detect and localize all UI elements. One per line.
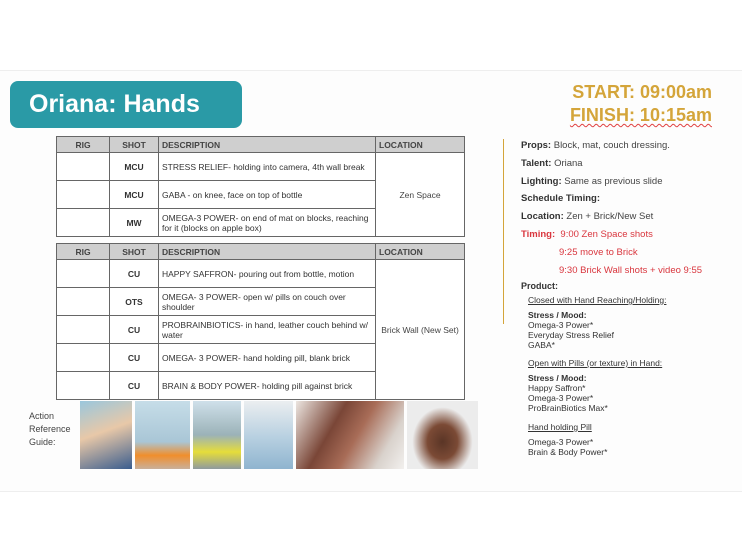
- shot-cell: CU: [110, 260, 159, 288]
- talent-line: Talent: Oriana: [521, 157, 583, 169]
- shot-cell: MCU: [110, 181, 159, 209]
- rig-cell: [57, 181, 110, 209]
- product-subheading: Hand holding Pill: [528, 422, 592, 432]
- shot-cell: MCU: [110, 153, 159, 181]
- table-row: [57, 260, 465, 288]
- reference-guide-label: Action Reference Guide:: [29, 411, 71, 447]
- shot-table-brick: [56, 243, 465, 400]
- product-subheading: Open with Pills (or texture) in Hand:: [528, 358, 663, 368]
- description-cell: STRESS RELIEF- holding into camera, 4th wall break: [159, 153, 376, 181]
- shot-table-zen: [56, 136, 465, 237]
- description-cell: OMEGA-3 POWER- on end of mat on blocks, reaching for it (blocks on apple box): [159, 209, 376, 237]
- description-cell: OMEGA- 3 POWER- hand holding pill, blank brick: [159, 344, 376, 372]
- timing-line: 9:30 Brick Wall shots + video 9:55: [559, 264, 703, 276]
- product-list: [521, 281, 666, 457]
- description-cell: PROBRAINBIOTICS- in hand, leather couch behind w/ water: [159, 316, 376, 344]
- shot-cell: CU: [110, 316, 159, 344]
- reference-photo-hand-water: [244, 401, 293, 469]
- product-group: Stress / Mood: Happy Saffron* Omega-3 Power* ProBrainBiotics Max*: [528, 373, 608, 413]
- timing-line: Timing: 9:00 Zen Space shots: [521, 228, 653, 240]
- shot-cell: OTS: [110, 288, 159, 316]
- timing-line: 9:25 move to Brick: [559, 246, 638, 258]
- header-shot: SHOT: [110, 244, 159, 260]
- gold-divider: [503, 139, 504, 324]
- schedule-times: [570, 81, 712, 127]
- reference-photo-woman-orange: [135, 401, 190, 469]
- reference-photo-yellow-bag: [193, 401, 241, 469]
- location-cell: Brick Wall (New Set): [376, 260, 465, 400]
- product-heading: Product:: [521, 281, 558, 291]
- header-description: DESCRIPTION: [159, 137, 376, 153]
- rig-cell: [57, 372, 110, 400]
- page-title: Oriana: Hands: [10, 81, 242, 128]
- header-description: DESCRIPTION: [159, 244, 376, 260]
- rig-cell: [57, 209, 110, 237]
- reference-photo-hand-pill: [407, 401, 478, 469]
- rig-cell: [57, 316, 110, 344]
- reference-photo-woman-bottle: [80, 401, 132, 469]
- header-location: LOCATION: [376, 137, 465, 153]
- table-row: [57, 153, 465, 181]
- rig-cell: [57, 153, 110, 181]
- description-cell: HAPPY SAFFRON- pouring out from bottle, motion: [159, 260, 376, 288]
- product-subheading: Closed with Hand Reaching/Holding:: [528, 295, 667, 305]
- header-rig: RIG: [57, 137, 110, 153]
- rig-cell: [57, 260, 110, 288]
- description-cell: OMEGA- 3 POWER- open w/ pills on couch over shoulder: [159, 288, 376, 316]
- header-location: LOCATION: [376, 244, 465, 260]
- location-cell: Zen Space: [376, 153, 465, 237]
- start-time: START: 09:00am: [572, 82, 712, 102]
- rig-cell: [57, 288, 110, 316]
- header-rig: RIG: [57, 244, 110, 260]
- finish-time: FINISH: 10:15am: [569, 105, 712, 125]
- description-cell: GABA - on knee, face on top of bottle: [159, 181, 376, 209]
- product-group: Stress / Mood: Omega-3 Power* Everyday Stress Relief GABA*: [528, 310, 614, 350]
- slide: [0, 70, 742, 492]
- rig-cell: [57, 344, 110, 372]
- header-shot: SHOT: [110, 137, 159, 153]
- props-line: Props: Block, mat, couch dressing.: [521, 140, 670, 151]
- reference-photo-hands-pills: [296, 401, 404, 469]
- lighting-line: Lighting: Same as previous slide: [521, 175, 663, 187]
- shoot-info: [521, 137, 702, 279]
- schedule-line: Schedule Timing:: [521, 193, 601, 205]
- location-line: Location: Zen + Brick/New Set: [521, 211, 654, 223]
- shot-cell: MW: [110, 209, 159, 237]
- product-group: Omega-3 Power* Brain & Body Power*: [528, 437, 608, 457]
- description-cell: BRAIN & BODY POWER- holding pill against brick: [159, 372, 376, 400]
- shot-cell: CU: [110, 344, 159, 372]
- shot-cell: CU: [110, 372, 159, 400]
